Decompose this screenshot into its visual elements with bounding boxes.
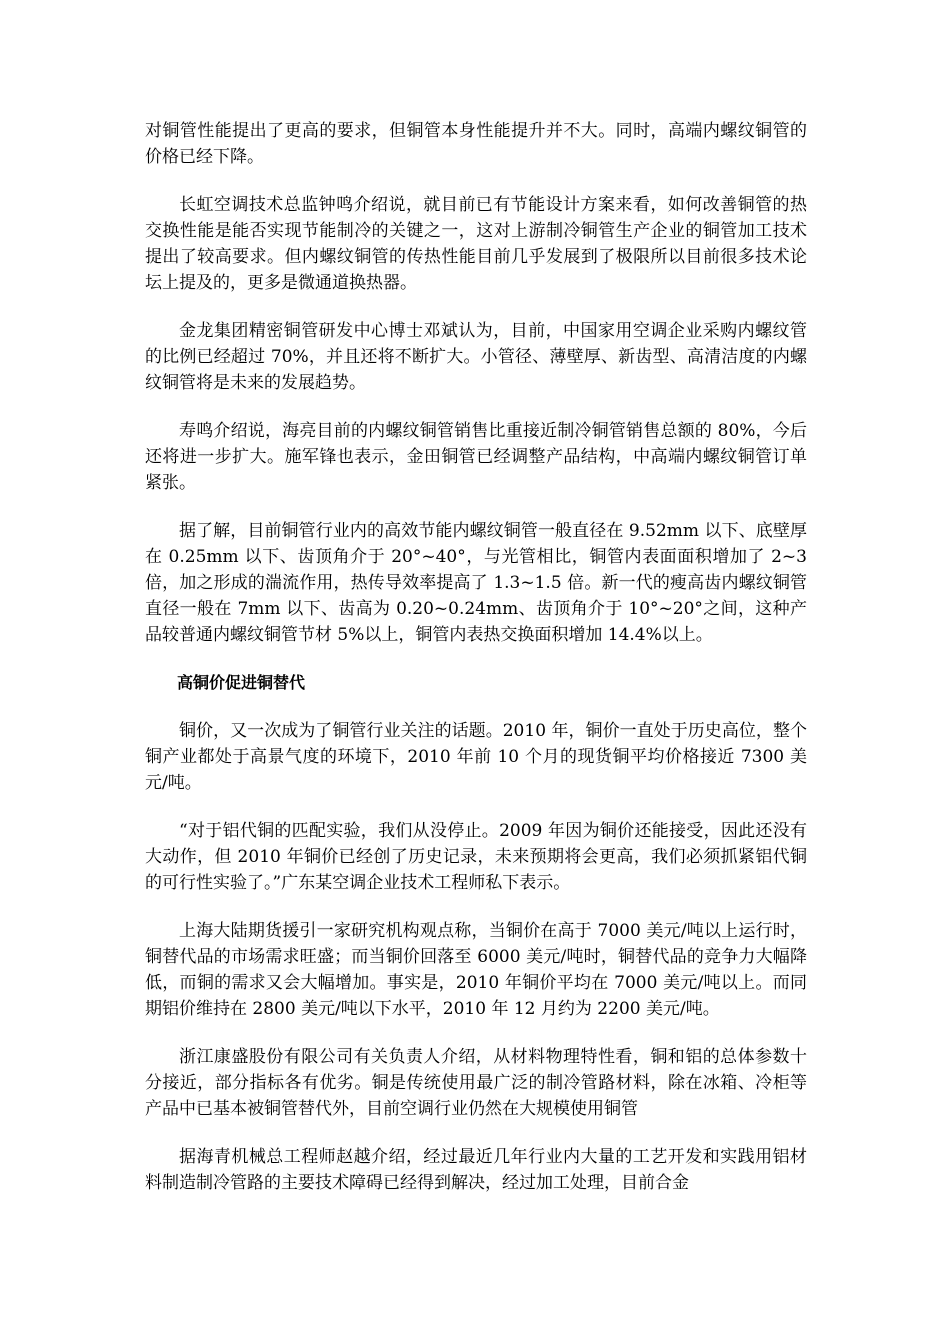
paragraph-3: 金龙集团精密铜管研发中心博士邓斌认为，目前，中国家用空调企业采购内螺纹管的比例已经超过 70%，并且还将不断扩大。小管径、薄壁厚、新齿型、高清洁度的内螺纹铜管将是未来的发展趋势。 [145, 321, 807, 393]
section-paragraph-4: 浙江康盛股份有限公司有关负责人介绍，从材料物理特性看，铜和铝的总体参数十分接近，部分指标各有优劣。铜是传统使用最广泛的制冷管路材料，除在冰箱、冷柜等产品中已基本被铜管替代外，目前空调行业仍然在大规模使用铜管 [145, 1047, 807, 1119]
paragraph-4: 寿鸣介绍说，海亮目前的内螺纹铜管销售比重接近制冷铜管销售总额的 80%，今后还将进一步扩大。施军锋也表示，金田铜管已经调整产品结构，中高端内螺纹铜管订单紧张。 [145, 421, 807, 493]
article-body [145, 118, 807, 1218]
section-paragraph-5: 据海青机械总工程师赵越介绍，经过最近几年行业内大量的工艺开发和实践用铝材料制造制冷管路的主要技术障碍已经得到解决，经过加工处理，目前合金 [145, 1147, 807, 1193]
section-paragraph-3: 上海大陆期货援引一家研究机构观点称，当铜价在高于 7000 美元/吨以上运行时，铜替代品的市场需求旺盛；而当铜价回落至 6000 美元/吨时，铜替代品的竞争力大幅降低，而铜的需求又会大幅增加。事实是，2010 年铜价平均在 7000 美元/吨以上。而同期铝价维持在 2800 美元/吨以下水平，2010 年 12 月约为 2200 美元/吨。 [145, 921, 807, 1019]
section-paragraph-1: 铜价，又一次成为了铜管行业关注的话题。2010 年，铜价一直处于历史高位，整个铜产业都处于高景气度的环境下，2010 年前 10 个月的现货铜平均价格接近 7300 美元/吨。 [145, 721, 807, 793]
paragraph-2: 长虹空调技术总监钟鸣介绍说，就目前已有节能设计方案来看，如何改善铜管的热交换性能是能否实现节能制冷的关键之一，这对上游制冷铜管生产企业的铜管加工技术提出了较高要求。但内螺纹铜管的传热性能目前几乎发展到了极限所以目前很多技术论坛上提及的，更多是微通道换热器。 [145, 195, 807, 293]
paragraph-5: 据了解，目前铜管行业内的高效节能内螺纹铜管一般直径在 9.52mm 以下、底壁厚在 0.25mm 以下、齿顶角介于 20°~40°，与光管相比，铜管内表面面积增加了 2~3 倍，加之形成的湍流作用，热传导效率提高了 1.3~1.5 倍。新一代的瘦高齿内螺纹铜管直径一般在 7mm 以下、齿高为 0.20~0.24mm、齿顶角介于 10°~20°之间，这种产品较普通内螺纹铜管节材 5%以上，铜管内表热交换面积增加 14.4%以上。 [145, 521, 807, 645]
section-heading: 高铜价促进铜替代 [177, 673, 306, 692]
paragraph-1: 对铜管性能提出了更高的要求，但铜管本身性能提升并不大。同时，高端内螺纹铜管的价格已经下降。 [145, 121, 807, 167]
section-paragraph-2: “对于铝代铜的匹配实验，我们从没停止。2009 年因为铜价还能接受，因此还没有大动作，但 2010 年铜价已经创了历史记录，未来预期将会更高，我们必须抓紧铝代铜的可行性实验了。”广东某空调企业技术工程师私下表示。 [145, 821, 807, 893]
